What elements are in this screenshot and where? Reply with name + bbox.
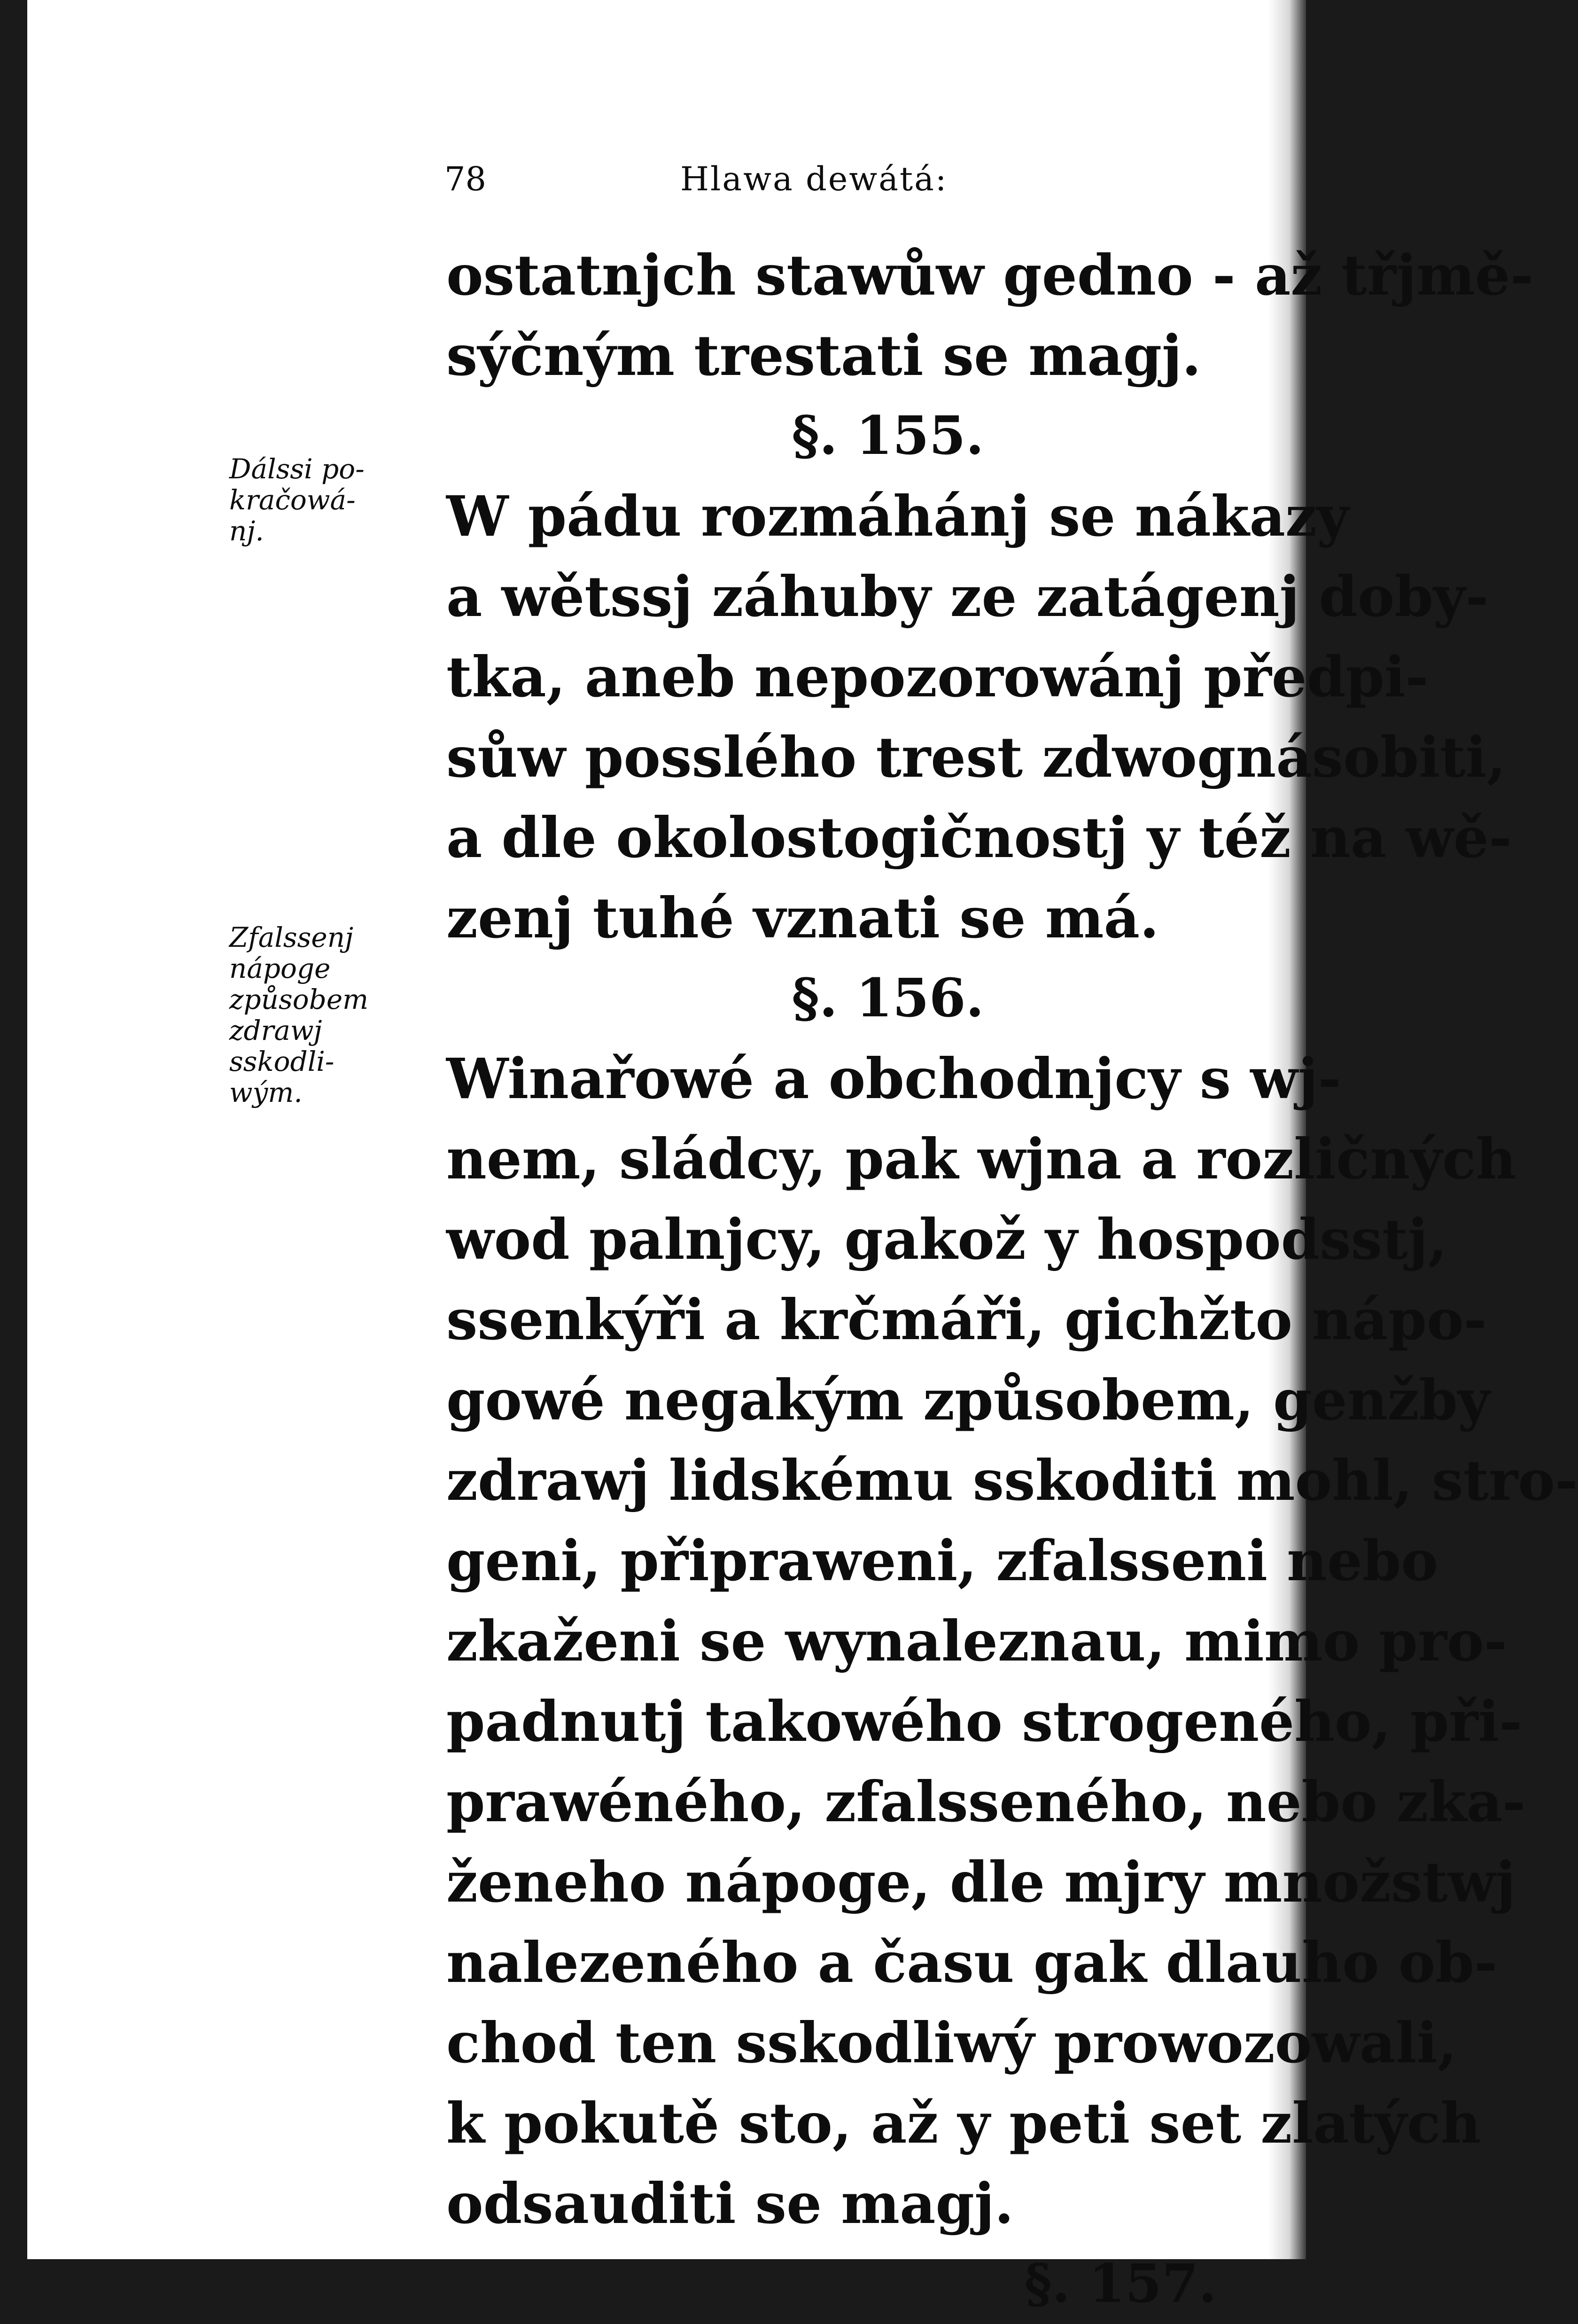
page-number: 78 <box>444 160 487 198</box>
text-line: zenj tuhé vznati se má. <box>446 885 1159 951</box>
text-line: nalezeného a času gak dlauho ob- <box>446 1930 1497 1995</box>
margin-note-line: nápoge <box>229 952 331 984</box>
text-line: ženeho nápoge, dle mjry množstwj <box>446 1849 1516 1915</box>
margin-note-line: nj. <box>229 515 264 547</box>
book-page <box>27 0 1578 2315</box>
main-text <box>446 235 1578 2324</box>
text-line: padnutj takowého strogeného, při- <box>446 1689 1523 1754</box>
margin-note-line: zdrawj <box>229 1014 322 1046</box>
text-line: a dle okolostogičnostj y též na wě- <box>446 805 1512 870</box>
text-line: odsauditi se magj. <box>446 2171 1014 2236</box>
text-line: zkaženi se wynaleznau, mimo pro- <box>446 1608 1507 1674</box>
section-heading-155: §. 155. <box>792 405 984 467</box>
margin-note-line: kračowá- <box>229 484 356 516</box>
text-line: geni, připraweni, zfalsseni nebo <box>446 1528 1438 1593</box>
margin-note-line: sskodli- <box>229 1045 334 1077</box>
text-line: sýčným trestati se magj. <box>446 323 1201 388</box>
page-header <box>27 160 1306 216</box>
text-line: wod palnjcy, gakož y hospodsstj, <box>446 1207 1447 1272</box>
text-line: W pádu rozmáhánj se nákazy <box>446 484 1349 549</box>
margin-note-line: Zfalssenj <box>229 921 354 953</box>
margin-note-line: Dálssi po- <box>229 453 365 485</box>
text-line: ssenkýři a krčmáři, gichžto nápo- <box>446 1287 1487 1352</box>
text-line: Winařowé a obchodnjcy s wj- <box>446 1046 1341 1111</box>
text-line: nem, sládcy, pak wjna a rozličných <box>446 1126 1516 1192</box>
text-line: a wětssj záhuby ze zatágenj doby- <box>446 564 1489 629</box>
text-line: gowé negakým způsobem, genžby <box>446 1367 1490 1433</box>
margin-note-line: způsobem <box>229 983 369 1015</box>
text-line: chod ten sskodliwý prowozowali, <box>446 2010 1457 2075</box>
text-line: prawéného, zfalsseného, nebo zka- <box>446 1769 1526 1834</box>
margin-note-line: wým. <box>229 1076 303 1108</box>
margin-note-1 <box>229 453 365 546</box>
text-line: tka, aneb nepozorowánj předpi- <box>446 644 1429 710</box>
text-line: k pokutě sto, až y peti set zlatých <box>446 2090 1481 2156</box>
section-heading-156: §. 156. <box>792 967 984 1029</box>
running-head: Hlawa dewátá: <box>680 160 948 198</box>
text-line: zdrawj lidskému sskoditi mohl, stro- <box>446 1448 1578 1513</box>
section-heading-157: §. 157. <box>1024 2253 1217 2315</box>
text-line: ostatnjch stawůw gedno - až třjmě- <box>446 242 1533 308</box>
margin-note-2 <box>229 922 368 1108</box>
text-line: sůw posslého trest zdwognásobiti, <box>446 725 1506 790</box>
